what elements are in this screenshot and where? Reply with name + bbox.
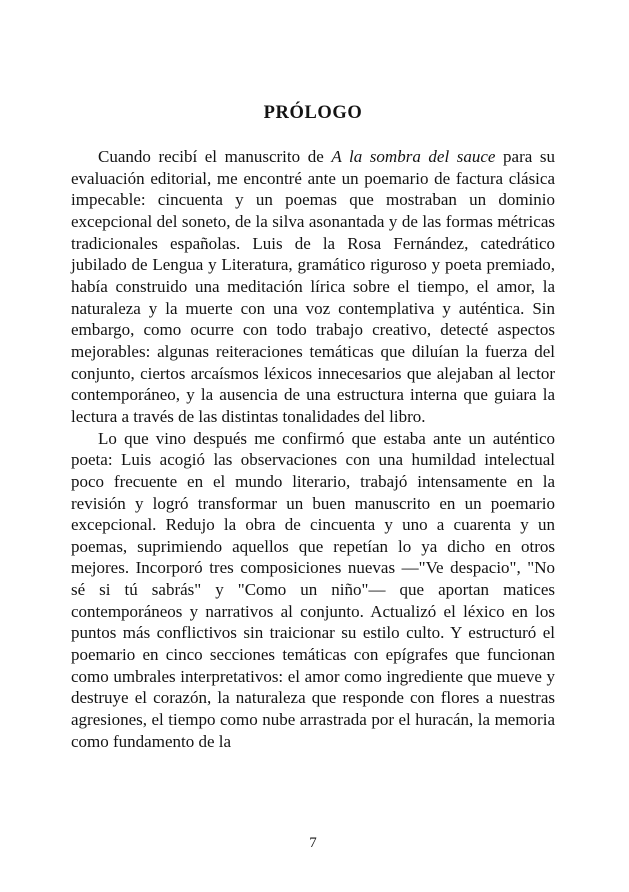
page-title: PRÓLOGO — [263, 103, 363, 123]
page-number: 7 — [309, 835, 317, 851]
paragraph-text: Lo que vino después me confirmó que estaba ante un auténtico poeta: Luis acogió las observaciones con una humildad intelectual poco frecuente en el mundo literario, trabajó intensamente en la revisión y logró transformar un buen manuscrito en un poemario excepcional. Redujo la obra de cincuenta y uno a cuarenta y un poemas, suprimiendo aquellos que repetían lo ya dicho en otros mejores. Incorporó tres composiciones nuevas —"Ve despacio", "No sé si tú sabrás" y "Como un niño"— que aportan matices contemporáneos y narrativos al conjunto. Actualizó el léxico en los puntos más conflictivos sin traicionar su estilo culto. Y estructuró el poemario en cinco secciones temáticas con epígrafes que funcionan como umbrales interpretativos: el amor como ingrediente que mueve y destruye el corazón, la naturaleza que responde con flores a nuestras agresiones, el tiempo como nube arrastrada por el huracán, la memoria como fundamento de la — [71, 428, 555, 751]
paragraph — [71, 428, 555, 753]
text-block — [71, 146, 555, 752]
paragraph-text: para su evaluación editorial, me encontré ante un poemario de factura clásica impecable: cincuenta y un poemas que mostraban un dominio excepcional del soneto, de la silva asonantada y de las formas métricas tradicionales españolas. Luis de la Rosa Fernández, catedrático jubilado de Lengua y Literatura, gramático riguroso y poeta premiado, había construido una meditación lírica sobre el tiempo, el amor, la naturaleza y la muerte con una voz contemplativa y auténtica. Sin embargo, como ocurre con todo trabajo creativo, detecté aspectos mejorables: algunas reiteraciones temáticas que diluían la fuerza del conjunto, ciertos arcaísmos léxicos innecesarios que alejaban al lector contemporáneo, y la ausencia de una estructura interna que guiara la lectura a través de las distintas tonalidades del libro. — [71, 147, 555, 426]
paragraph-text: Cuando recibí el manuscrito de — [98, 147, 332, 166]
book-title-italic: A la sombra del sauce — [331, 147, 496, 166]
paragraph — [71, 146, 555, 428]
